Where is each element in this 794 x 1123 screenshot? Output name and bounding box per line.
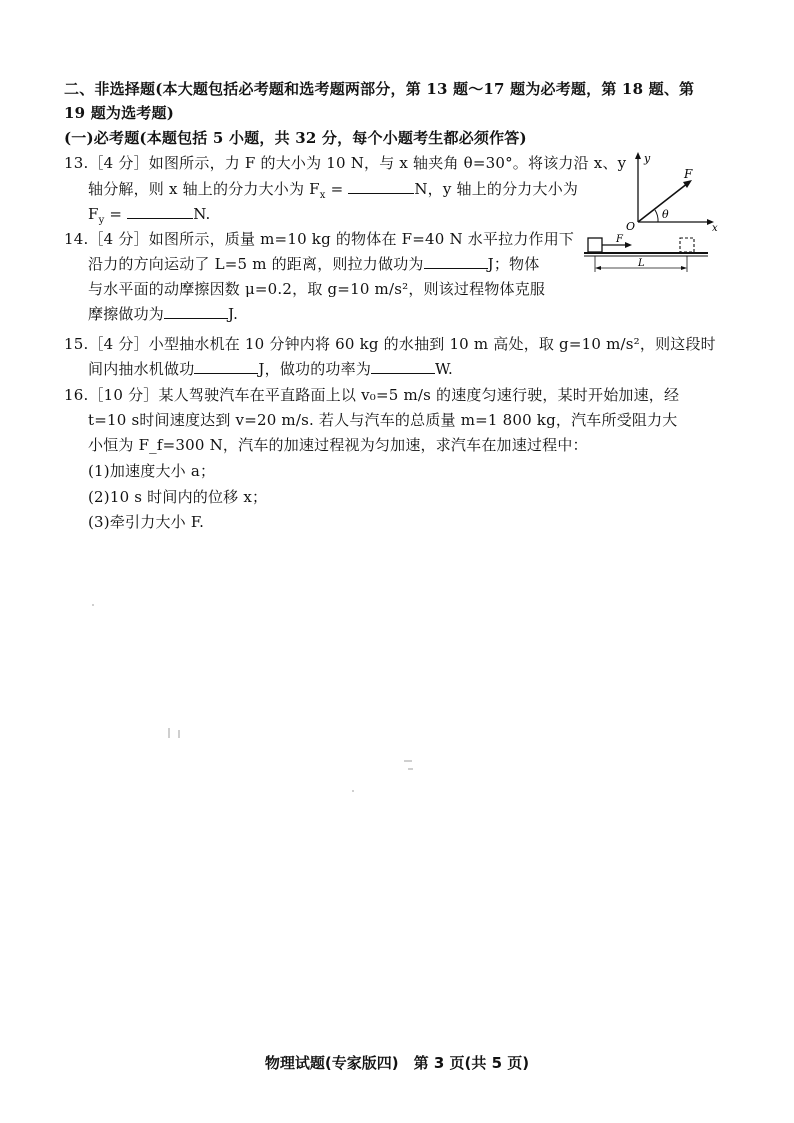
q14-line-2 <box>88 253 539 275</box>
q14-answer-blank-friction[interactable] <box>164 304 228 319</box>
q15-line-1: 15.［4 分］小型抽水机在 10 分钟内将 60 kg 的水抽到 10 m 高处，取 g=10 m/s²，则这段时 <box>64 335 716 353</box>
q15-text: W. <box>435 360 453 378</box>
section-header-line-2: 19 题为选考题) <box>64 104 174 122</box>
q14-text: 摩擦做功为 <box>88 305 165 323</box>
q13-text: N. <box>193 205 211 223</box>
q14-text: 沿力的方向运动了 L=5 m 的距离，则拉力做功为 <box>88 255 424 273</box>
q13-eq: = <box>104 205 128 223</box>
q14-fig-f-label: F <box>616 234 623 245</box>
q15-text: J，做功的功率为 <box>258 360 372 378</box>
q13-answer-blank-fy[interactable] <box>127 204 193 219</box>
q15-line-2 <box>88 358 453 380</box>
q15-text: 间内抽水机做功 <box>88 360 195 378</box>
q14-line-4 <box>88 303 238 325</box>
q16-line-1: 16.［10 分］某人驾驶汽车在平直路面上以 v₀=5 m/s 的速度匀速行驶，某时开始加速，经 <box>64 386 680 404</box>
q13-fig-theta-label: θ <box>662 208 669 221</box>
q16-part-1: (1)加速度大小 a； <box>88 462 216 480</box>
q14-line-1: 14.［4 分］如图所示，质量 m=10 kg 的物体在 F=40 N 水平拉力作用下 <box>64 230 575 248</box>
q13-fig-o-label: O <box>626 220 636 233</box>
q13-sub-y: y <box>98 215 105 226</box>
scan-speck <box>178 730 180 738</box>
q13-text: 轴分解，则 x 轴上的分力大小为 F <box>88 180 320 198</box>
subsection-heading: (一)必考题(本题包括 5 小题，共 32 分，每个小题考生都必须作答) <box>64 129 527 147</box>
q13-text: F <box>88 205 99 223</box>
q13-text: N，y 轴上的分力大小为 <box>414 180 579 198</box>
q13-answer-blank-fx[interactable] <box>348 179 414 194</box>
q13-fig-x-label: x <box>712 223 718 234</box>
q15-answer-blank-work[interactable] <box>194 359 258 374</box>
q13-eq: = <box>325 180 349 198</box>
section-header-line-1: 二、非选择题(本大题包括必考题和选考题两部分，第 13 题～17 题为必考题，第 18 题、第 <box>64 80 695 98</box>
scan-speck <box>352 790 354 792</box>
q13-line-1: 13.［4 分］如图所示，力 F 的大小为 10 N，与 x 轴夹角 θ=30°。将该力沿 x、y <box>64 154 627 172</box>
q16-part-3: (3)牵引力大小 F. <box>88 513 205 531</box>
q16-part-2: (2)10 s 时间内的位移 x； <box>88 488 268 506</box>
q15-answer-blank-power[interactable] <box>371 359 435 374</box>
q14-text: J；物体 <box>487 255 540 273</box>
scan-speck <box>408 768 413 770</box>
q14-block-diagram <box>584 232 714 282</box>
scan-speck <box>404 760 412 762</box>
q13-fig-f-label: F <box>684 167 693 181</box>
q13-force-diagram <box>628 150 718 232</box>
q14-text: J. <box>228 305 239 323</box>
q14-fig-l-label: L <box>638 258 645 269</box>
scan-speck <box>92 604 94 606</box>
q14-answer-blank-work[interactable] <box>424 254 488 269</box>
q13-fig-y-label: y <box>644 152 651 165</box>
scan-speck <box>168 728 170 738</box>
q14-line-3: 与水平面的动摩擦因数 μ=0.2，取 g=10 m/s²，则该过程物体克服 <box>88 280 546 298</box>
q16-line-2: t=10 s时间速度达到 v=20 m/s. 若人与汽车的总质量 m=1 800 kg，汽车所受阻力大 <box>88 411 678 429</box>
page-footer: 物理试题(专家版四) 第 3 页(共 5 页) <box>264 1054 530 1072</box>
q13-sub-x: x <box>319 190 326 201</box>
q16-line-3: 小恒为 F_f=300 N，汽车的加速过程视为匀加速，求汽车在加速过程中： <box>88 436 588 454</box>
